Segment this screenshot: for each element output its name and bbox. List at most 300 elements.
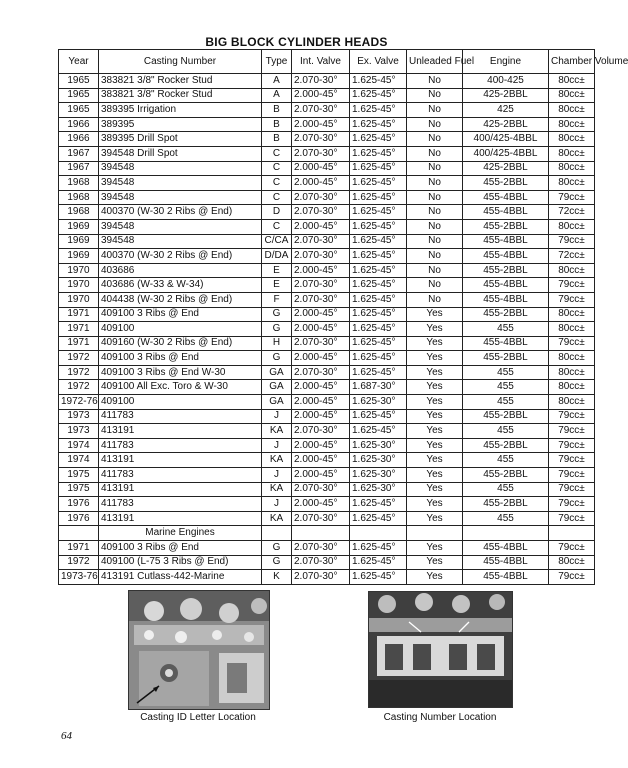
table-cell: No — [407, 263, 463, 278]
table-cell: No — [407, 117, 463, 132]
table-cell: Yes — [407, 336, 463, 351]
table-cell: 1.625-45° — [350, 190, 407, 205]
table-cell: 1971 — [59, 322, 99, 337]
table-cell: C — [262, 176, 292, 191]
table-cell: 455-4BBL — [463, 278, 549, 293]
table-cell: 413191 Cutlass-442-Marine — [99, 570, 262, 585]
table-row — [59, 336, 595, 351]
table-cell: J — [262, 468, 292, 483]
table-cell: K — [262, 570, 292, 585]
column-header: Casting Number — [99, 50, 262, 74]
table-cell: 400-425 — [463, 74, 549, 89]
table-cell: 455-4BBL — [463, 336, 549, 351]
table-cell: KA — [262, 424, 292, 439]
table-cell: 1972-76 — [59, 395, 99, 410]
table-row — [59, 176, 595, 191]
table-cell: 1.625-45° — [350, 322, 407, 337]
table-cell: 1.625-45° — [350, 541, 407, 556]
table-cell: No — [407, 292, 463, 307]
table-cell: 1969 — [59, 234, 99, 249]
table-cell: 2.000-45° — [292, 351, 350, 366]
table-cell: 1971 — [59, 336, 99, 351]
table-cell: G — [262, 541, 292, 556]
table-cell: 79cc± — [549, 336, 595, 351]
table-cell: B — [262, 132, 292, 147]
table-cell: 409100 3 Ribs @ End — [99, 351, 262, 366]
table-cell: 389395 Irrigation — [99, 103, 262, 118]
table-row — [59, 117, 595, 132]
table-cell: 455 — [463, 424, 549, 439]
table-cell: Yes — [407, 409, 463, 424]
table-cell: 413191 — [99, 511, 262, 526]
table-cell: 79cc± — [549, 234, 595, 249]
table-cell: 2.070-30° — [292, 146, 350, 161]
table-cell — [407, 526, 463, 541]
table-cell: 79cc± — [549, 453, 595, 468]
table-cell: 1968 — [59, 176, 99, 191]
table-cell: 409100 (L-75 3 Ribs @ End) — [99, 555, 262, 570]
table-cell: 72cc± — [549, 205, 595, 220]
table-cell: 455-2BBL — [463, 438, 549, 453]
table-cell: 79cc± — [549, 292, 595, 307]
page-title: BIG BLOCK CYLINDER HEADS — [205, 35, 388, 49]
table-cell: 2.000-45° — [292, 380, 350, 395]
table-cell: 79cc± — [549, 497, 595, 512]
table-cell: 80cc± — [549, 74, 595, 89]
caption-left: Casting ID Letter Location — [140, 712, 256, 723]
table-row — [59, 307, 595, 322]
table-cell: 80cc± — [549, 365, 595, 380]
table-cell: 79cc± — [549, 541, 595, 556]
table-cell: 455-4BBL — [463, 541, 549, 556]
table-cell: 2.000-45° — [292, 438, 350, 453]
table-cell: 1.625-45° — [350, 336, 407, 351]
table-cell: 72cc± — [549, 249, 595, 264]
table-cell: 79cc± — [549, 482, 595, 497]
table-cell — [463, 526, 549, 541]
table-cell: Yes — [407, 570, 463, 585]
marine-section-row — [59, 526, 595, 541]
table-cell: 1.625-45° — [350, 219, 407, 234]
table-cell: 2.000-45° — [292, 497, 350, 512]
table-cell: 2.070-30° — [292, 292, 350, 307]
table-cell: 413191 — [99, 424, 262, 439]
table-cell: 411783 — [99, 409, 262, 424]
table-cell: G — [262, 351, 292, 366]
table-cell: 1.687-30° — [350, 380, 407, 395]
table-cell: 1967 — [59, 146, 99, 161]
column-header: Int. Valve — [292, 50, 350, 74]
table-cell: 455-4BBL — [463, 205, 549, 220]
table-cell: 1965 — [59, 74, 99, 89]
table-cell: 1970 — [59, 263, 99, 278]
table-row — [59, 438, 595, 453]
table-cell: 455-4BBL — [463, 570, 549, 585]
table-cell: 1.625-45° — [350, 205, 407, 220]
table-cell: 1976 — [59, 497, 99, 512]
table-cell: 455-4BBL — [463, 190, 549, 205]
table-cell: 455 — [463, 380, 549, 395]
table-cell: 403686 (W-33 & W-34) — [99, 278, 262, 293]
table-cell: 455-4BBL — [463, 234, 549, 249]
table-cell: Yes — [407, 497, 463, 512]
table-cell: 1.625-45° — [350, 161, 407, 176]
table-cell: 2.070-30° — [292, 132, 350, 147]
cylinder-heads-table — [58, 49, 628, 585]
table-cell: 1.625-45° — [350, 365, 407, 380]
table-cell: 79cc± — [549, 468, 595, 483]
table-row — [59, 103, 595, 118]
table-row — [59, 555, 595, 570]
table-cell: 2.070-30° — [292, 482, 350, 497]
table-cell: D/DA — [262, 249, 292, 264]
table-row — [59, 278, 595, 293]
table-cell: No — [407, 249, 463, 264]
table-cell: 1969 — [59, 219, 99, 234]
table-cell: 79cc± — [549, 278, 595, 293]
column-header: Unleaded Fuel — [407, 50, 463, 74]
table-cell: E — [262, 278, 292, 293]
table-cell: 1.625-45° — [350, 176, 407, 191]
table-cell: 1968 — [59, 205, 99, 220]
table-cell: 455-2BBL — [463, 307, 549, 322]
table-cell: 79cc± — [549, 409, 595, 424]
table-cell: F — [262, 292, 292, 307]
table-cell: J — [262, 438, 292, 453]
table-cell: 80cc± — [549, 395, 595, 410]
table-cell: 1975 — [59, 482, 99, 497]
table-cell: 2.070-30° — [292, 570, 350, 585]
table-cell: 394548 Drill Spot — [99, 146, 262, 161]
table-row — [59, 263, 595, 278]
column-header: Chamber Volume — [549, 50, 595, 74]
table-cell: 394548 — [99, 219, 262, 234]
table-cell: 455 — [463, 482, 549, 497]
table-cell: 1.625-30° — [350, 395, 407, 410]
table-cell: 1971 — [59, 541, 99, 556]
table-cell: 1.625-45° — [350, 497, 407, 512]
table-cell: C — [262, 146, 292, 161]
engine-head-image-left — [129, 591, 269, 709]
table-cell: 80cc± — [549, 555, 595, 570]
table-cell: 2.000-45° — [292, 307, 350, 322]
table-cell: 1.625-45° — [350, 263, 407, 278]
table-cell: Yes — [407, 555, 463, 570]
page-number: 64 — [61, 730, 72, 742]
table-cell: 2.000-45° — [292, 395, 350, 410]
engine-head-image-right — [369, 592, 512, 707]
table-cell: 1971 — [59, 307, 99, 322]
column-header: Engine — [463, 50, 549, 74]
table-row — [59, 365, 595, 380]
table-cell: 1974 — [59, 438, 99, 453]
table-cell — [59, 526, 99, 541]
table-cell: 1.625-30° — [350, 453, 407, 468]
table-row — [59, 380, 595, 395]
table-cell: No — [407, 132, 463, 147]
table-cell: 1972 — [59, 365, 99, 380]
table-cell: 1967 — [59, 161, 99, 176]
table-cell: 1970 — [59, 278, 99, 293]
table-cell: 404438 (W-30 2 Ribs @ End) — [99, 292, 262, 307]
table-cell: Yes — [407, 468, 463, 483]
table-row — [59, 482, 595, 497]
table-cell: 1966 — [59, 117, 99, 132]
table-cell: 79cc± — [549, 570, 595, 585]
table-cell: No — [407, 176, 463, 191]
table-cell: 80cc± — [549, 103, 595, 118]
table-row — [59, 249, 595, 264]
table-cell: Yes — [407, 482, 463, 497]
table-cell: KA — [262, 511, 292, 526]
table-cell: A — [262, 74, 292, 89]
table-cell: 1.625-45° — [350, 249, 407, 264]
table-cell: 411783 — [99, 497, 262, 512]
table-cell: 1968 — [59, 190, 99, 205]
table-cell: Yes — [407, 438, 463, 453]
table-cell: 455-2BBL — [463, 409, 549, 424]
table-cell: 1.625-45° — [350, 103, 407, 118]
table-cell: 1.625-30° — [350, 438, 407, 453]
table-cell: 1973-76 — [59, 570, 99, 585]
table-body — [59, 74, 595, 585]
table-cell: 409100 3 Ribs @ End — [99, 307, 262, 322]
table-cell: Yes — [407, 511, 463, 526]
table-cell: No — [407, 88, 463, 103]
table-cell: 383821 3/8" Rocker Stud — [99, 74, 262, 89]
table-cell: 1.625-45° — [350, 146, 407, 161]
table-cell: 2.070-30° — [292, 424, 350, 439]
table-cell: 1975 — [59, 468, 99, 483]
table-cell: No — [407, 234, 463, 249]
table-cell: KA — [262, 453, 292, 468]
table-cell: 2.070-30° — [292, 190, 350, 205]
table-cell: C/CA — [262, 234, 292, 249]
table-cell: 455-2BBL — [463, 176, 549, 191]
table-cell — [350, 526, 407, 541]
table-cell: 1.625-45° — [350, 307, 407, 322]
table-cell: 455-4BBL — [463, 555, 549, 570]
table-cell: 1.625-45° — [350, 117, 407, 132]
table-cell: 2.070-30° — [292, 205, 350, 220]
table-cell: 1.625-45° — [350, 424, 407, 439]
table-cell: 2.000-45° — [292, 117, 350, 132]
table-cell: 455 — [463, 395, 549, 410]
table-cell — [262, 526, 292, 541]
table-cell: G — [262, 322, 292, 337]
table-cell: Yes — [407, 322, 463, 337]
table-cell: No — [407, 219, 463, 234]
table-row — [59, 292, 595, 307]
table-cell: 389395 — [99, 117, 262, 132]
table-cell: 1.625-30° — [350, 468, 407, 483]
table-cell: 80cc± — [549, 322, 595, 337]
table-cell: 1.625-45° — [350, 278, 407, 293]
table-cell: 2.070-30° — [292, 278, 350, 293]
table-cell: 2.070-30° — [292, 365, 350, 380]
table-cell: 2.000-45° — [292, 409, 350, 424]
table-cell: No — [407, 161, 463, 176]
table-cell: 2.070-30° — [292, 541, 350, 556]
table-cell: 394548 — [99, 190, 262, 205]
table-cell: 1.625-45° — [350, 292, 407, 307]
table-cell: 409100 3 Ribs @ End W-30 — [99, 365, 262, 380]
table-cell: 2.000-45° — [292, 88, 350, 103]
table-row — [59, 132, 595, 147]
table-cell: 1.625-45° — [350, 351, 407, 366]
table-cell: 80cc± — [549, 263, 595, 278]
table-cell: 1973 — [59, 409, 99, 424]
table-cell: 455 — [463, 453, 549, 468]
table-cell: 425 — [463, 103, 549, 118]
table-cell: 403686 — [99, 263, 262, 278]
table-cell: 2.070-30° — [292, 234, 350, 249]
table-cell: GA — [262, 380, 292, 395]
table-cell: 411783 — [99, 438, 262, 453]
table-cell: B — [262, 103, 292, 118]
table-cell: 2.070-30° — [292, 103, 350, 118]
table-cell: No — [407, 205, 463, 220]
table-cell: 79cc± — [549, 424, 595, 439]
table-cell: 400/425-4BBL — [463, 146, 549, 161]
table-cell: 1.625-45° — [350, 88, 407, 103]
table-cell: 2.070-30° — [292, 74, 350, 89]
table-cell: 394548 — [99, 176, 262, 191]
table-cell: 413191 — [99, 453, 262, 468]
column-header: Year — [59, 50, 99, 74]
table-cell: 80cc± — [549, 219, 595, 234]
table-cell: 2.070-30° — [292, 555, 350, 570]
table-cell: 400/425-4BBL — [463, 132, 549, 147]
table-cell: 2.000-45° — [292, 263, 350, 278]
table-cell: H — [262, 336, 292, 351]
table-row — [59, 322, 595, 337]
table-cell: 409160 (W-30 2 Ribs @ End) — [99, 336, 262, 351]
table-row — [59, 468, 595, 483]
table-cell: Yes — [407, 453, 463, 468]
table-cell: 425-2BBL — [463, 117, 549, 132]
table-cell: 80cc± — [549, 117, 595, 132]
table-cell: 2.000-45° — [292, 453, 350, 468]
table-cell: J — [262, 497, 292, 512]
table-cell: No — [407, 190, 463, 205]
table-cell: Yes — [407, 365, 463, 380]
table-row — [59, 234, 595, 249]
table-cell: 2.000-45° — [292, 161, 350, 176]
table-cell: 1.625-45° — [350, 511, 407, 526]
table-cell: 455-2BBL — [463, 219, 549, 234]
table-cell: 411783 — [99, 468, 262, 483]
table-cell: 79cc± — [549, 511, 595, 526]
table-cell: 1.625-30° — [350, 482, 407, 497]
table-row — [59, 511, 595, 526]
table-cell — [549, 526, 595, 541]
table-cell: 455-2BBL — [463, 468, 549, 483]
table-cell: 1.625-45° — [350, 74, 407, 89]
table-cell: 1970 — [59, 292, 99, 307]
table-header-row — [59, 50, 595, 74]
table-cell: J — [262, 409, 292, 424]
marine-section-label: Marine Engines — [99, 526, 262, 541]
table-cell: No — [407, 103, 463, 118]
table-cell: 400370 (W-30 2 Ribs @ End) — [99, 249, 262, 264]
table-cell: 1969 — [59, 249, 99, 264]
table-cell: 1966 — [59, 132, 99, 147]
table-cell: No — [407, 74, 463, 89]
table-cell: Yes — [407, 380, 463, 395]
table-cell: 425-2BBL — [463, 161, 549, 176]
table-cell: 80cc± — [549, 351, 595, 366]
table-cell: G — [262, 307, 292, 322]
table-cell: E — [262, 263, 292, 278]
table-row — [59, 453, 595, 468]
table-row — [59, 395, 595, 410]
table-row — [59, 161, 595, 176]
table-row — [59, 74, 595, 89]
table-cell: 1972 — [59, 351, 99, 366]
table-cell: D — [262, 205, 292, 220]
table-cell: GA — [262, 395, 292, 410]
table-cell: 1.625-45° — [350, 570, 407, 585]
table-cell: 79cc± — [549, 438, 595, 453]
table-cell: 80cc± — [549, 132, 595, 147]
table-cell: 1.625-45° — [350, 555, 407, 570]
table-cell: B — [262, 117, 292, 132]
table-cell: 1965 — [59, 88, 99, 103]
table-cell: 409100 3 Ribs @ End — [99, 541, 262, 556]
table-cell: 80cc± — [549, 88, 595, 103]
table-cell: 80cc± — [549, 307, 595, 322]
table-row — [59, 190, 595, 205]
table-cell — [292, 526, 350, 541]
table-cell: 455-2BBL — [463, 263, 549, 278]
caption-right: Casting Number Location — [383, 712, 497, 723]
table-cell: 425-2BBL — [463, 88, 549, 103]
table-cell: 394548 — [99, 161, 262, 176]
table-cell: 2.000-45° — [292, 322, 350, 337]
table-cell: 2.000-45° — [292, 219, 350, 234]
table-row — [59, 88, 595, 103]
table-row — [59, 541, 595, 556]
table-cell: 80cc± — [549, 380, 595, 395]
table-cell: 409100 — [99, 395, 262, 410]
table-cell: 80cc± — [549, 161, 595, 176]
table-cell: Yes — [407, 541, 463, 556]
table-cell: C — [262, 219, 292, 234]
table-cell: 2.070-30° — [292, 336, 350, 351]
column-header: Type — [262, 50, 292, 74]
table-cell: 2.070-30° — [292, 249, 350, 264]
table-cell: 79cc± — [549, 190, 595, 205]
table-cell: 400370 (W-30 2 Ribs @ End) — [99, 205, 262, 220]
table-row — [59, 146, 595, 161]
table-cell: 455-4BBL — [463, 249, 549, 264]
table-row — [59, 497, 595, 512]
table-cell: 2.000-45° — [292, 176, 350, 191]
table-cell: Yes — [407, 395, 463, 410]
table-cell: 409100 All Exc. Toro & W-30 — [99, 380, 262, 395]
table-row — [59, 351, 595, 366]
table-row — [59, 570, 595, 585]
table-cell: 394548 — [99, 234, 262, 249]
table-cell: 1974 — [59, 453, 99, 468]
table-cell: C — [262, 190, 292, 205]
table-cell: Yes — [407, 424, 463, 439]
table-cell: 389395 Drill Spot — [99, 132, 262, 147]
table-cell: 413191 — [99, 482, 262, 497]
table-cell: G — [262, 555, 292, 570]
table-cell: 455-4BBL — [463, 292, 549, 307]
